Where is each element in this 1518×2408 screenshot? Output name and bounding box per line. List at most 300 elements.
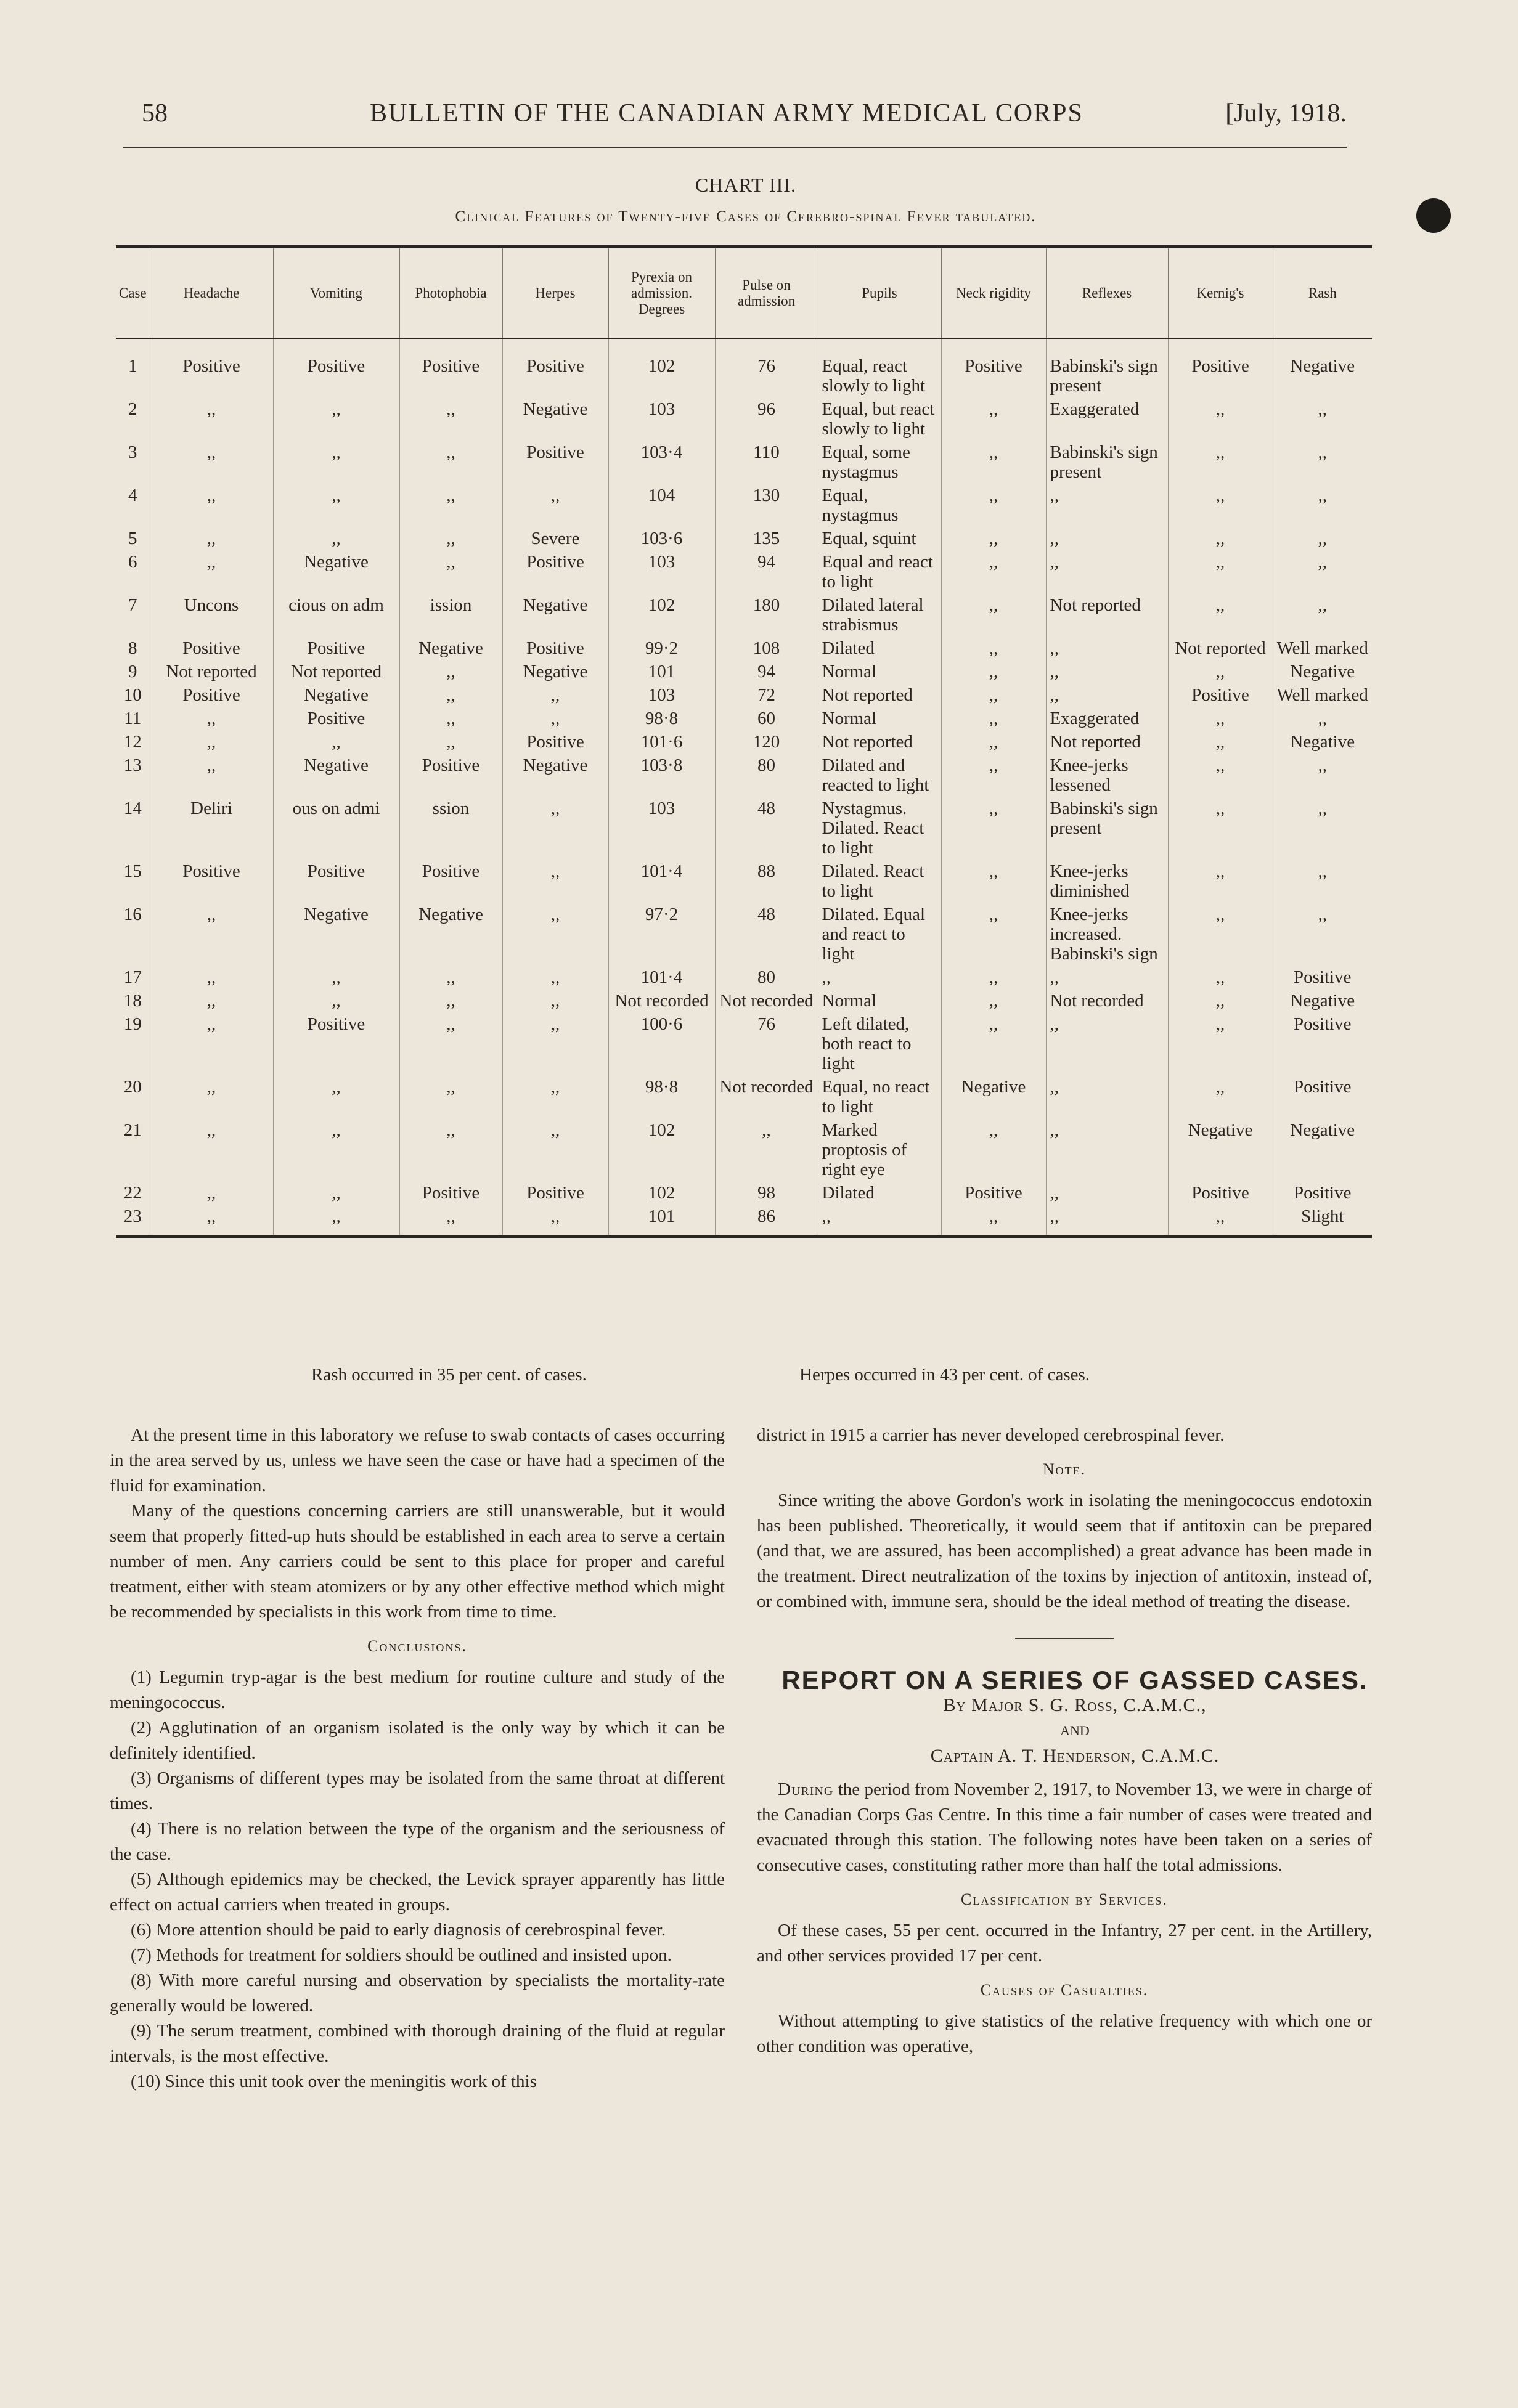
table-row bbox=[116, 752, 1372, 795]
table-cell: Positive bbox=[1273, 1073, 1372, 1117]
table-cell: Negative bbox=[273, 681, 399, 705]
table-cell: Not reported bbox=[1046, 728, 1168, 752]
table-cell: Positive bbox=[1273, 1011, 1372, 1073]
table-cell: 110 bbox=[715, 439, 818, 482]
table-cell: Positive bbox=[150, 338, 273, 396]
clinical-features-table bbox=[116, 245, 1372, 1238]
table-cell: ,, bbox=[1273, 592, 1372, 635]
table-row bbox=[116, 858, 1372, 901]
table-row bbox=[116, 525, 1372, 548]
column-header: Reflexes bbox=[1046, 247, 1168, 339]
table-cell: Uncons bbox=[150, 592, 273, 635]
conclusion-item: (7) Methods for treatment for soldiers should be outlined and insisted upon. bbox=[131, 1945, 672, 1965]
table-cell: ,, bbox=[502, 987, 608, 1011]
table-cell: 3 bbox=[128, 442, 137, 462]
paragraph-text: the period from November 2, 1917, to November 13, we were in charge of the Canadian Corps Gas Centre. In this time a fair number of cases were treated and evacuated through this station. The following notes have been taken on a series of consecutive cases, constituting rather more than half the total admissions. bbox=[757, 1780, 1372, 1875]
table-cell: ,, bbox=[1273, 482, 1372, 525]
table-cell: Negative bbox=[941, 1073, 1046, 1117]
table-cell: ,, bbox=[941, 858, 1046, 901]
section-divider bbox=[1015, 1638, 1114, 1639]
table-cell: Dilated bbox=[818, 635, 941, 658]
table-cell: 8 bbox=[128, 638, 137, 658]
table-row bbox=[116, 396, 1372, 439]
table-cell: 135 bbox=[715, 525, 818, 548]
table-cell: ,, bbox=[502, 1073, 608, 1117]
table-cell: Positive bbox=[502, 635, 608, 658]
table-cell: ,, bbox=[273, 396, 399, 439]
table-cell: ,, bbox=[941, 752, 1046, 795]
table-row bbox=[116, 439, 1372, 482]
table-cell: 103·8 bbox=[608, 752, 715, 795]
table-cell: Left dilated, both react to light bbox=[818, 1011, 941, 1073]
conclusion-item: (2) Agglutination of an organism isolated is the only way by which it can be definitely identified. bbox=[110, 1718, 725, 1763]
table-cell: 76 bbox=[715, 1011, 818, 1073]
table-cell: Positive bbox=[1273, 964, 1372, 987]
table-cell: ,, bbox=[818, 1203, 941, 1237]
table-cell: Equal, some nystagmus bbox=[818, 439, 941, 482]
table-cell: ,, bbox=[150, 1073, 273, 1117]
table-cell: ission bbox=[399, 592, 502, 635]
table-cell: Exaggerated bbox=[1046, 705, 1168, 728]
table-cell: Positive bbox=[273, 705, 399, 728]
table-cell: Negative bbox=[1273, 658, 1372, 681]
column-header: Neck rigidity bbox=[941, 247, 1046, 339]
table-cell: ,, bbox=[399, 482, 502, 525]
table-cell: Dilated lateral strabismus bbox=[818, 592, 941, 635]
table-cell: ,, bbox=[941, 548, 1046, 592]
table-cell: 19 bbox=[123, 1014, 142, 1034]
table-cell: 101·4 bbox=[608, 964, 715, 987]
table-row bbox=[116, 1203, 1372, 1237]
table-cell: ,, bbox=[273, 525, 399, 548]
table-cell: ,, bbox=[1168, 658, 1273, 681]
table-cell: 97·2 bbox=[608, 901, 715, 964]
column-header: Pyrexia on admission. Degrees bbox=[608, 247, 715, 339]
table-cell: Positive bbox=[273, 338, 399, 396]
table-cell: ,, bbox=[273, 1203, 399, 1237]
table-cell: 21 bbox=[123, 1120, 142, 1140]
page-number: 58 bbox=[142, 99, 168, 128]
table-cell: ,, bbox=[941, 1203, 1046, 1237]
table-cell: 17 bbox=[123, 967, 142, 987]
table-cell: 10 bbox=[123, 685, 142, 705]
table-cell: Positive bbox=[150, 635, 273, 658]
table-cell: ,, bbox=[399, 987, 502, 1011]
table-cell: 120 bbox=[715, 728, 818, 752]
table-cell: 103 bbox=[608, 548, 715, 592]
table-cell: 108 bbox=[715, 635, 818, 658]
table-cell: ,, bbox=[273, 964, 399, 987]
table-cell: ,, bbox=[399, 705, 502, 728]
table-header-row bbox=[116, 247, 1372, 339]
column-header: Headache bbox=[150, 247, 273, 339]
table-cell: 1 bbox=[128, 356, 137, 376]
table-cell: Not reported bbox=[1046, 592, 1168, 635]
table-cell: Not recorded bbox=[608, 987, 715, 1011]
note-heading: Note. bbox=[1042, 1460, 1087, 1478]
table-cell: 5 bbox=[128, 529, 137, 548]
table-cell: ,, bbox=[1168, 705, 1273, 728]
column-header: Herpes bbox=[502, 247, 608, 339]
table-cell: 94 bbox=[715, 658, 818, 681]
table-cell: Negative bbox=[399, 635, 502, 658]
table-cell: ,, bbox=[399, 728, 502, 752]
table-cell: 130 bbox=[715, 482, 818, 525]
table-cell: ,, bbox=[502, 482, 608, 525]
table-cell: ,, bbox=[1046, 964, 1168, 987]
paragraph: Without attempting to give statistics of the relative frequency with which one or other condition was operative, bbox=[757, 2011, 1372, 2056]
table-cell: ,, bbox=[502, 964, 608, 987]
chart-caption: Clinical Features of Twenty-five Cases of Cerebro-spinal Fever tabulated. bbox=[455, 208, 1037, 225]
table-cell: ,, bbox=[1046, 1073, 1168, 1117]
table-cell: ,, bbox=[150, 439, 273, 482]
table-cell: ,, bbox=[150, 396, 273, 439]
paragraph: Many of the questions concerning carriers are still unanswerable, but it would seem that properly fitted-up huts should be established in each area to serve a certain number of men. Any carriers could be sent to this place for proper and careful treatment, either with steam atomizers or by any other effective method which might be recommended by specialists in this work from time to time. bbox=[110, 1501, 725, 1622]
table-cell: ,, bbox=[941, 964, 1046, 987]
table-cell: Positive bbox=[502, 1179, 608, 1203]
table-cell: ,, bbox=[941, 681, 1046, 705]
table-cell: 86 bbox=[715, 1203, 818, 1237]
table-cell: ,, bbox=[399, 1117, 502, 1179]
table-cell: 101 bbox=[608, 1203, 715, 1237]
table-cell: Not reported bbox=[273, 658, 399, 681]
table-cell: Positive bbox=[273, 858, 399, 901]
table-cell: Babinski's sign present bbox=[1046, 439, 1168, 482]
table-cell: Positive bbox=[941, 1179, 1046, 1203]
table-cell: ,, bbox=[1046, 525, 1168, 548]
table-cell: Babinski's sign present bbox=[1046, 795, 1168, 858]
table-row bbox=[116, 681, 1372, 705]
table-cell: ,, bbox=[1168, 752, 1273, 795]
table-cell: Positive bbox=[1168, 1179, 1273, 1203]
table-cell: ,, bbox=[941, 439, 1046, 482]
table-cell: ,, bbox=[1273, 858, 1372, 901]
table-cell: ,, bbox=[941, 635, 1046, 658]
table-cell: ,, bbox=[941, 795, 1046, 858]
table-cell: 102 bbox=[608, 1179, 715, 1203]
column-header: Kernig's bbox=[1168, 247, 1273, 339]
table-cell: ,, bbox=[1046, 635, 1168, 658]
paragraph bbox=[757, 1777, 1372, 1878]
table-cell: ,, bbox=[1273, 752, 1372, 795]
table-row bbox=[116, 1011, 1372, 1073]
table-cell: Well marked bbox=[1273, 681, 1372, 705]
table-row bbox=[116, 482, 1372, 525]
table-cell: ,, bbox=[941, 525, 1046, 548]
table-cell: 60 bbox=[715, 705, 818, 728]
table-cell: ,, bbox=[502, 1203, 608, 1237]
table-cell: 14 bbox=[123, 799, 142, 818]
column-header: Case bbox=[116, 247, 150, 339]
table-cell: Negative bbox=[502, 396, 608, 439]
table-cell: 15 bbox=[123, 861, 142, 881]
table-cell: ssion bbox=[399, 795, 502, 858]
table-cell: ,, bbox=[1168, 858, 1273, 901]
table-cell: 180 bbox=[715, 592, 818, 635]
conclusion-item: (8) With more careful nursing and observation by specialists the mortality-rate generally would be lowered. bbox=[110, 1971, 725, 2015]
table-body bbox=[116, 338, 1372, 1237]
table-cell: ,, bbox=[941, 901, 1046, 964]
table-cell: ,, bbox=[1273, 439, 1372, 482]
conclusion-item: (10) Since this unit took over the meningitis work of this bbox=[131, 2072, 537, 2091]
table-cell: Positive bbox=[399, 858, 502, 901]
table-cell: ,, bbox=[941, 705, 1046, 728]
table-row bbox=[116, 1117, 1372, 1179]
table-cell: Positive bbox=[399, 752, 502, 795]
table-cell: Normal bbox=[818, 987, 941, 1011]
table-cell: cious on adm bbox=[273, 592, 399, 635]
table-cell: Positive bbox=[502, 439, 608, 482]
table-row bbox=[116, 1073, 1372, 1117]
table-cell: Knee-jerks lessened bbox=[1046, 752, 1168, 795]
table-cell: 102 bbox=[608, 592, 715, 635]
table-cell: ,, bbox=[150, 1203, 273, 1237]
table-cell: ,, bbox=[150, 901, 273, 964]
drop-lead: During bbox=[778, 1780, 834, 1799]
table-cell: ,, bbox=[1273, 795, 1372, 858]
table-cell: ,, bbox=[715, 1117, 818, 1179]
table-cell: ,, bbox=[1168, 525, 1273, 548]
table-cell: Negative bbox=[1273, 728, 1372, 752]
table-cell: 103 bbox=[608, 795, 715, 858]
conclusions-heading: Conclusions. bbox=[367, 1637, 467, 1655]
column-header: Rash bbox=[1273, 247, 1372, 339]
table-cell: Dilated and reacted to light bbox=[818, 752, 941, 795]
table-cell: 80 bbox=[715, 964, 818, 987]
table-cell: Positive bbox=[399, 338, 502, 396]
conclusion-item: (9) The serum treatment, combined with thorough draining of the fluid at regular intervals, is the most effective. bbox=[110, 2021, 725, 2066]
paragraph: At the present time in this laboratory we refuse to swab contacts of cases occurring in the area served by us, unless we have seen the case or have had a specimen of the fluid for examination. bbox=[110, 1425, 725, 1495]
table-cell: ,, bbox=[399, 1073, 502, 1117]
table-cell: ,, bbox=[150, 1117, 273, 1179]
table-cell: Not reported bbox=[1168, 635, 1273, 658]
table-cell: Equal, but react slowly to light bbox=[818, 396, 941, 439]
table-row bbox=[116, 987, 1372, 1011]
table-cell: ,, bbox=[1046, 658, 1168, 681]
table-cell: Positive bbox=[1168, 338, 1273, 396]
table-cell: 103·6 bbox=[608, 525, 715, 548]
table-cell: 103 bbox=[608, 396, 715, 439]
table-cell: ,, bbox=[150, 548, 273, 592]
table-cell: 11 bbox=[124, 709, 142, 728]
column-header: Pulse on admission bbox=[715, 247, 818, 339]
report-title: REPORT ON A SERIES OF GASSED CASES. bbox=[781, 1666, 1368, 1694]
table-cell: 18 bbox=[123, 991, 142, 1011]
table-cell: 80 bbox=[715, 752, 818, 795]
table-cell: ,, bbox=[399, 681, 502, 705]
table-cell: ,, bbox=[273, 1117, 399, 1179]
table-cell: 22 bbox=[123, 1183, 142, 1203]
header-rule bbox=[123, 147, 1347, 148]
table-cell: 94 bbox=[715, 548, 818, 592]
punch-hole bbox=[1416, 198, 1451, 233]
table-cell: ,, bbox=[273, 987, 399, 1011]
table-cell: ,, bbox=[399, 658, 502, 681]
table-cell: ,, bbox=[1168, 396, 1273, 439]
table-cell: ,, bbox=[1168, 1073, 1273, 1117]
table-cell: 13 bbox=[123, 755, 142, 775]
table-row bbox=[116, 338, 1372, 396]
herpes-note: Herpes occurred in 43 per cent. of cases. bbox=[799, 1365, 1090, 1385]
table-cell: Severe bbox=[502, 525, 608, 548]
table-cell: ous on admi bbox=[273, 795, 399, 858]
table-cell: ,, bbox=[1273, 705, 1372, 728]
table-cell: ,, bbox=[818, 964, 941, 987]
table-row bbox=[116, 592, 1372, 635]
table-cell: Knee-jerks diminished bbox=[1046, 858, 1168, 901]
table-cell: ,, bbox=[1168, 987, 1273, 1011]
table-cell: 2 bbox=[128, 399, 137, 419]
table-cell: Negative bbox=[1168, 1117, 1273, 1179]
table-cell: Not reported bbox=[818, 728, 941, 752]
table-cell: 20 bbox=[123, 1077, 142, 1097]
table-cell: ,, bbox=[273, 1179, 399, 1203]
table-cell: ,, bbox=[502, 705, 608, 728]
paragraph: Since writing the above Gordon's work in isolating the meningococcus endotoxin has been published. Theoretically, it would seem that if antitoxin can be prepared (and that, we are assured, has been accomplished) a great advance has been made in the treatment. Direct neutralization of the toxins by injection of antitoxin, instead of, or combined with, immune sera, should be the ideal method of treating the disease. bbox=[757, 1491, 1372, 1611]
table-cell: ,, bbox=[150, 987, 273, 1011]
table-cell: 100·6 bbox=[608, 1011, 715, 1073]
table-cell: Negative bbox=[273, 901, 399, 964]
table-cell: 48 bbox=[715, 901, 818, 964]
table-cell: ,, bbox=[1046, 1203, 1168, 1237]
table-cell: Slight bbox=[1273, 1203, 1372, 1237]
table-cell: Not reported bbox=[150, 658, 273, 681]
table-cell: Equal and react to light bbox=[818, 548, 941, 592]
table-cell: ,, bbox=[1168, 728, 1273, 752]
table-cell: ,, bbox=[150, 728, 273, 752]
causes-heading: Causes of Casualties. bbox=[980, 1981, 1149, 1999]
table-cell: Equal, react slowly to light bbox=[818, 338, 941, 396]
table-cell: ,, bbox=[273, 482, 399, 525]
running-header bbox=[123, 99, 1347, 136]
table-cell: ,, bbox=[941, 482, 1046, 525]
table-cell: Normal bbox=[818, 658, 941, 681]
table-cell: ,, bbox=[273, 439, 399, 482]
table-row bbox=[116, 795, 1372, 858]
table-row bbox=[116, 635, 1372, 658]
table-cell: Exaggerated bbox=[1046, 396, 1168, 439]
table-cell: 4 bbox=[128, 486, 137, 505]
table-cell: Negative bbox=[502, 592, 608, 635]
table-cell: Knee-jerks increased. Babinski's sign bbox=[1046, 901, 1168, 964]
table-cell: Negative bbox=[273, 752, 399, 795]
table-cell: ,, bbox=[941, 592, 1046, 635]
table-row bbox=[116, 1179, 1372, 1203]
table-cell: Positive bbox=[399, 1179, 502, 1203]
table-cell: ,, bbox=[1046, 1179, 1168, 1203]
table-cell: ,, bbox=[399, 548, 502, 592]
table-cell: Dilated. React to light bbox=[818, 858, 941, 901]
table-row bbox=[116, 901, 1372, 964]
table-cell: Nystagmus. Dilated. React to light bbox=[818, 795, 941, 858]
paragraph: Of these cases, 55 per cent. occurred in the Infantry, 27 per cent. in the Artillery, and other services provided 17 per cent. bbox=[757, 1921, 1372, 1966]
table-cell: 104 bbox=[608, 482, 715, 525]
table-cell: ,, bbox=[1046, 681, 1168, 705]
table-cell: Positive bbox=[150, 858, 273, 901]
table-cell: Not recorded bbox=[715, 1073, 818, 1117]
table-cell: ,, bbox=[150, 964, 273, 987]
table-cell: 48 bbox=[715, 795, 818, 858]
table-cell: 96 bbox=[715, 396, 818, 439]
table-cell: ,, bbox=[399, 1203, 502, 1237]
table-cell: ,, bbox=[150, 482, 273, 525]
table-row bbox=[116, 705, 1372, 728]
table-cell: Equal, no react to light bbox=[818, 1073, 941, 1117]
table-cell: ,, bbox=[1046, 548, 1168, 592]
table-cell: ,, bbox=[1168, 964, 1273, 987]
table-cell: ,, bbox=[273, 728, 399, 752]
table-cell: 98·8 bbox=[608, 1073, 715, 1117]
table-cell: ,, bbox=[399, 964, 502, 987]
table-cell: 102 bbox=[608, 1117, 715, 1179]
chart-title: CHART III. bbox=[695, 174, 796, 196]
table-cell: ,, bbox=[1273, 525, 1372, 548]
table-cell: Negative bbox=[273, 548, 399, 592]
table-cell: ,, bbox=[1273, 396, 1372, 439]
table-cell: 101·4 bbox=[608, 858, 715, 901]
table-cell: ,, bbox=[1046, 1011, 1168, 1073]
conclusion-item: (4) There is no relation between the type of the organism and the seriousness of the case. bbox=[110, 1819, 725, 1864]
table-cell: ,, bbox=[502, 1011, 608, 1073]
table-cell: ,, bbox=[1168, 482, 1273, 525]
table-cell: 98·8 bbox=[608, 705, 715, 728]
table-cell: ,, bbox=[150, 1011, 273, 1073]
table-cell: 7 bbox=[128, 595, 137, 615]
table-cell: 72 bbox=[715, 681, 818, 705]
table-cell: Positive bbox=[502, 728, 608, 752]
table-cell: Positive bbox=[1168, 681, 1273, 705]
table-cell: ,, bbox=[941, 1011, 1046, 1073]
table-row bbox=[116, 728, 1372, 752]
byline-author-1: By Major S. G. Ross, C.A.M.C., bbox=[943, 1695, 1207, 1715]
table-cell: Dilated. Equal and react to light bbox=[818, 901, 941, 964]
table-cell: Dilated bbox=[818, 1179, 941, 1203]
paragraph: district in 1915 a carrier has never developed cerebrospinal fever. bbox=[757, 1425, 1225, 1445]
table-cell: 76 bbox=[715, 338, 818, 396]
table-cell: ,, bbox=[150, 752, 273, 795]
table-row bbox=[116, 548, 1372, 592]
table-cell: Marked proptosis of right eye bbox=[818, 1117, 941, 1179]
table-cell: 103·4 bbox=[608, 439, 715, 482]
table-cell: Positive bbox=[502, 338, 608, 396]
right-column bbox=[757, 1423, 1372, 2059]
table-cell: Positive bbox=[273, 635, 399, 658]
table-cell: ,, bbox=[150, 705, 273, 728]
table-cell: Babinski's sign present bbox=[1046, 338, 1168, 396]
table-cell: 88 bbox=[715, 858, 818, 901]
table-cell: Well marked bbox=[1273, 635, 1372, 658]
table-cell: 103 bbox=[608, 681, 715, 705]
table-cell: 102 bbox=[608, 338, 715, 396]
table-cell: Equal, squint bbox=[818, 525, 941, 548]
table-cell: ,, bbox=[1168, 592, 1273, 635]
table-cell: Not recorded bbox=[1046, 987, 1168, 1011]
table-cell: ,, bbox=[502, 681, 608, 705]
table-cell: ,, bbox=[399, 396, 502, 439]
table-cell: Not reported bbox=[818, 681, 941, 705]
issue-date: [July, 1918. bbox=[1225, 99, 1347, 128]
table-cell: ,, bbox=[1273, 901, 1372, 964]
table-cell: 16 bbox=[123, 905, 142, 924]
table-cell: ,, bbox=[941, 396, 1046, 439]
conclusion-item: (5) Although epidemics may be checked, the Levick sprayer apparently has little effect on actual carriers when treated in groups. bbox=[110, 1869, 725, 1914]
table-cell: ,, bbox=[399, 525, 502, 548]
table-cell: ,, bbox=[941, 1117, 1046, 1179]
table-cell: ,, bbox=[399, 1011, 502, 1073]
table-cell: 6 bbox=[128, 552, 137, 572]
table-cell: ,, bbox=[1168, 1203, 1273, 1237]
table-cell: Positive bbox=[273, 1011, 399, 1073]
